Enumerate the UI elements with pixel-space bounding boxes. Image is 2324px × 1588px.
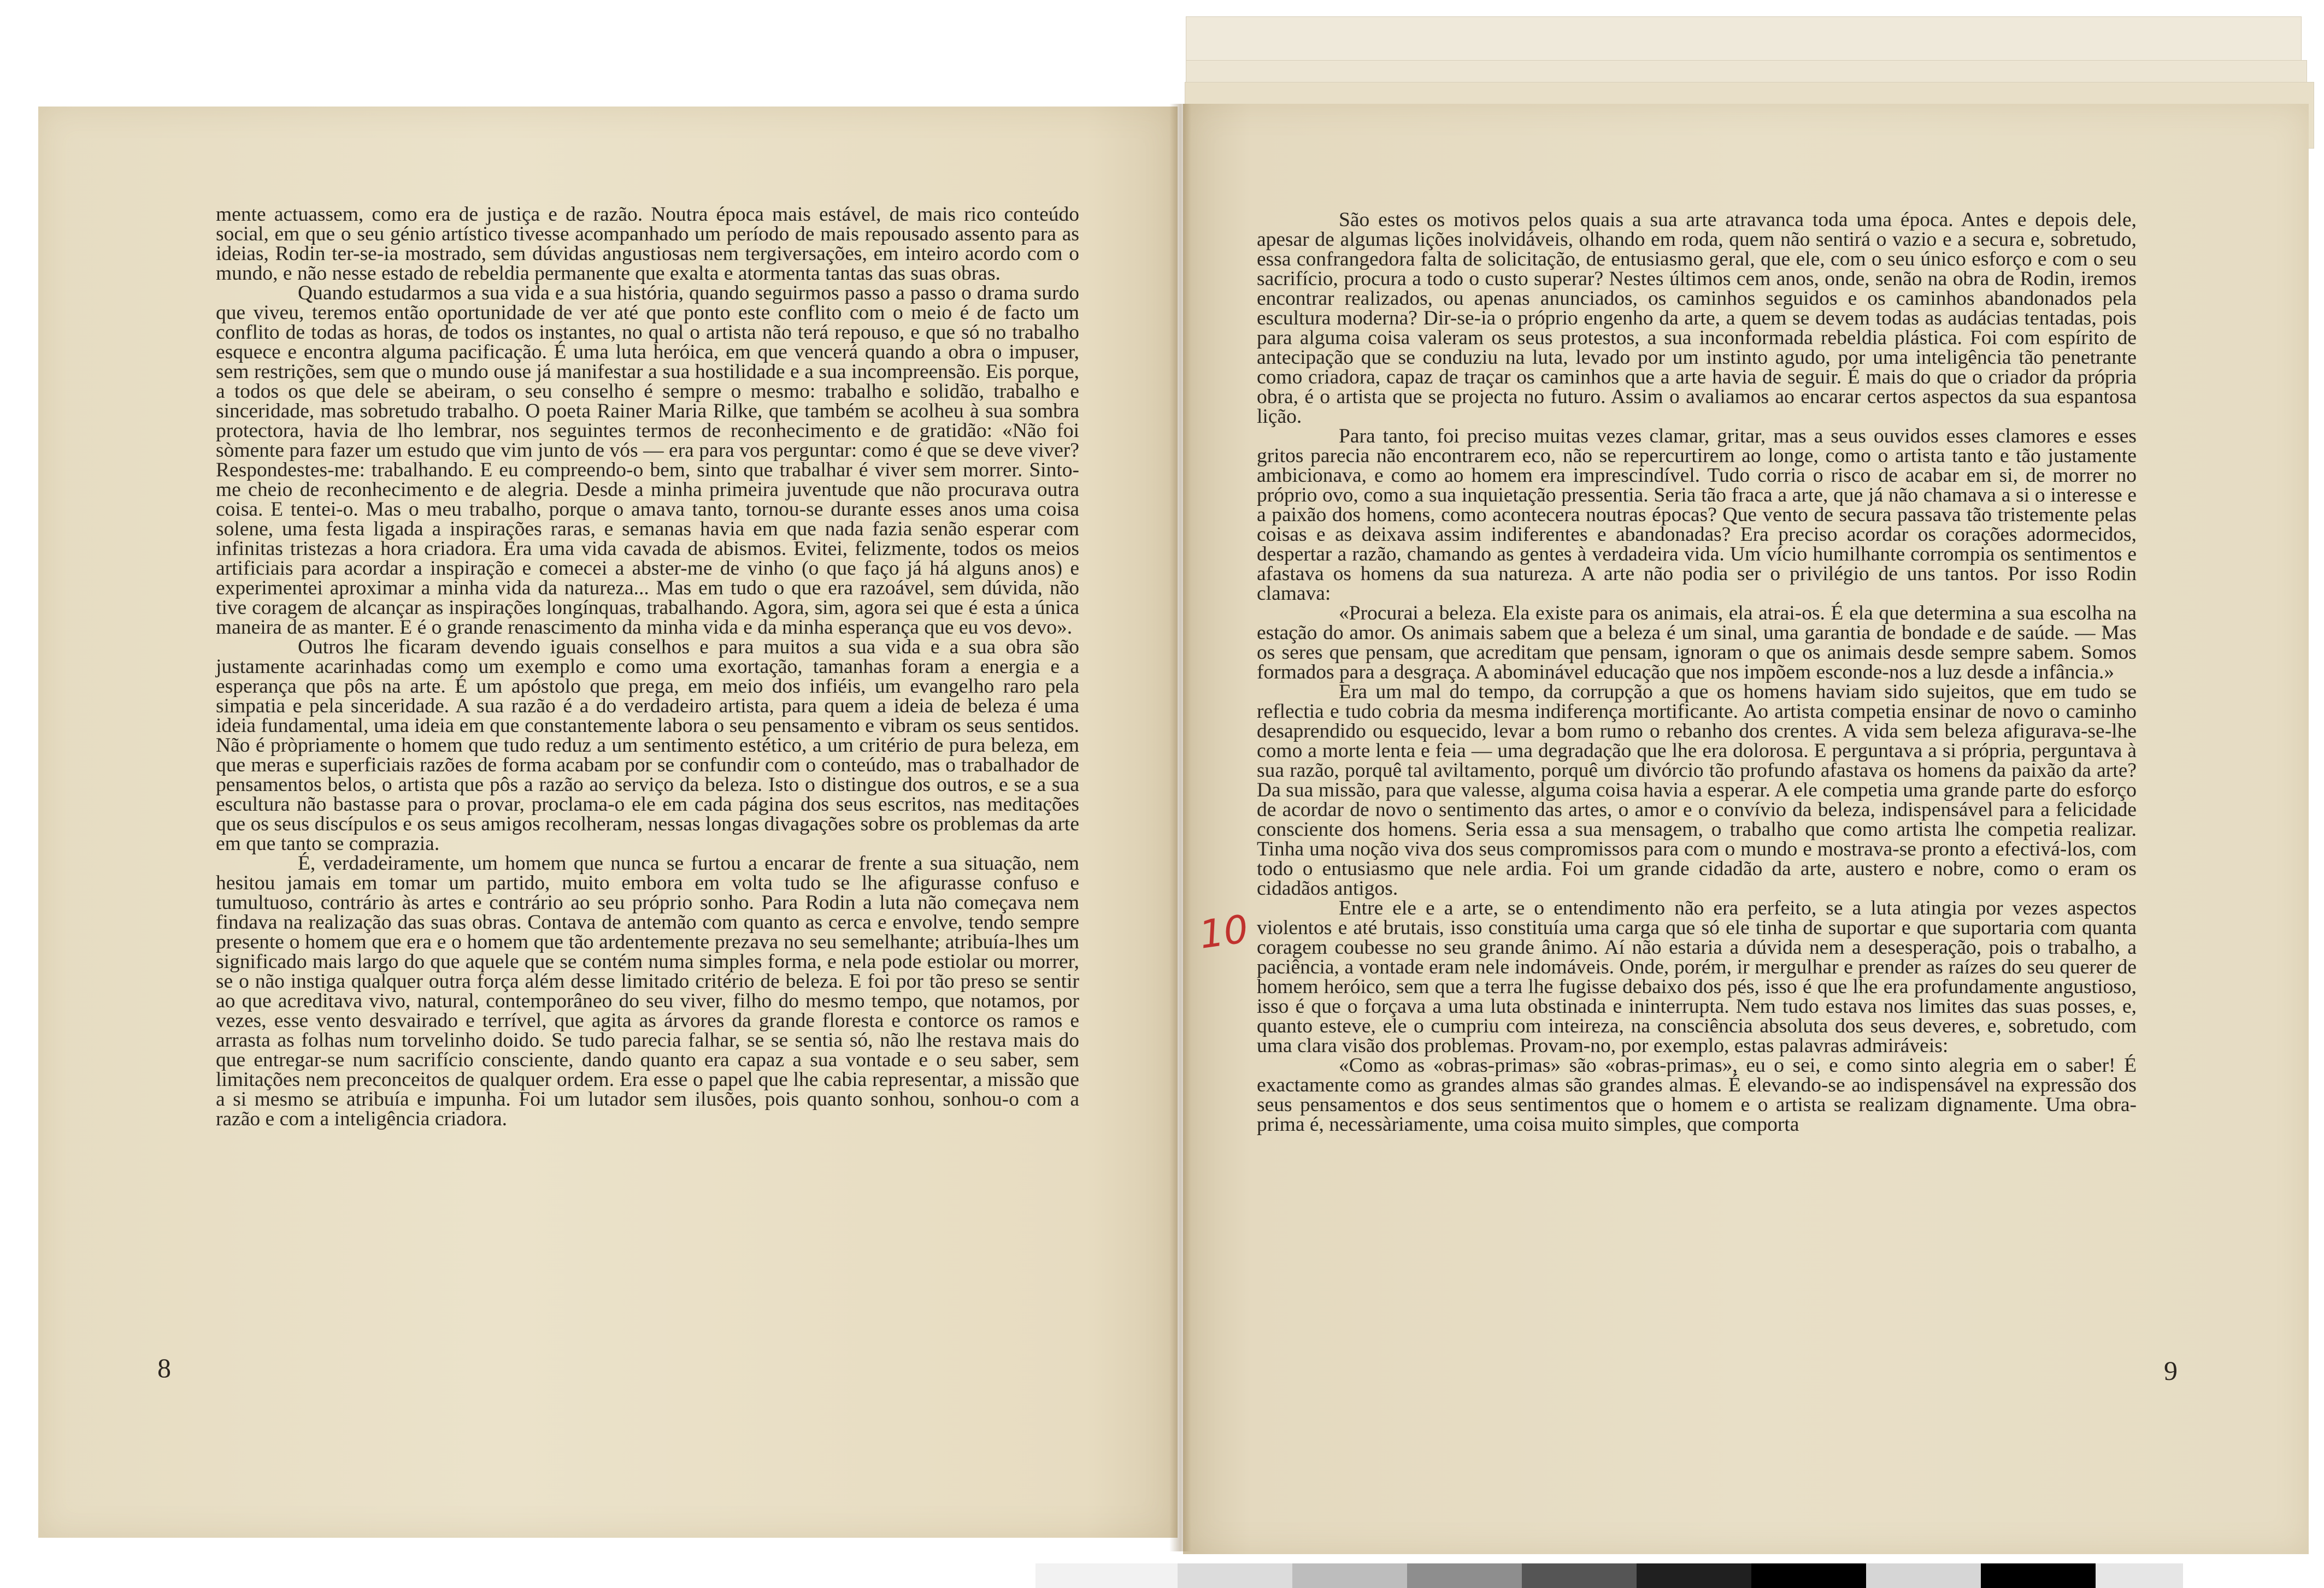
color-bar-swatch — [1981, 1563, 2096, 1588]
color-bar-swatch — [1866, 1563, 1981, 1588]
handwritten-margin-mark: 10 — [1196, 906, 1251, 958]
paragraph: «Procurai a beleza. Ela existe para os animais, ela atrai-os. É ela que determina a sua escolha na estação do amor. Os animais sabem que a beleza é um sinal, uma garantia de bondade e de saúde. — Mas os seres que pensam, que acreditam que pensam, ignoram o que os animais desde sempre sabem. Somos formados para a desgraça. A abominável educação que nos impõem esconde-nos a luz desde a infância.» — [1257, 602, 2137, 683]
color-bar-swatch — [1751, 1563, 1866, 1588]
book-gutter — [1169, 104, 1191, 1551]
color-bar-swatch — [1407, 1563, 1522, 1588]
left-page-number: 8 — [157, 1353, 171, 1383]
color-bar-swatch — [2096, 1563, 2183, 1588]
paragraph: São estes os motivos pelos quais a sua arte atravanca toda uma época. Antes e depois dele, apesar de algumas lições inolvidáveis, olhando em roda, quem não sentirá o vazio e a secura e, sobretudo, essa confrangedora falta de solicitação, de entusiasmo geral, que ele, com o seu único esforço e com o seu sacrifício, procura a todo o custo superar? Nestes últimos cem anos, onde, senão na obra de Rodin, iremos encontrar realizados, ou apenas anunciados, os caminhos seguidos e os caminhos abandonados pela escultura moderna? Dir-se-ia o próprio engenho da arte, a quem se devem todas as audácias tentadas, pois para alguma coisa valeram os seus protestos, a sua inconformada rebeldia plástica. Foi com espírito de antecipação que se conduziu na luta, levado por um instinto agudo, por uma inteligência tão penetrante como criadora, capaz de traçar os caminhos que a arte havia de seguir. É mais do que o criador da própria obra, é o artista que se projecta no futuro. Assim o avaliamos ao encarar certos aspectos da sua espantosa lição. — [1257, 209, 2137, 428]
paragraph: «Como as «obras-primas» são «obras-primas», eu o sei, e como sinto alegria em o saber! É exactamente como as grandes almas são grandes almas. É elevando-se ao indispensável na expressão dos seus pensamentos e dos seus sentimentos que o homem e o artista se realizam dignamente. Uma obra-prima é, necessàriamente, uma coisa muito simples, que comporta — [1257, 1054, 2137, 1136]
paragraph: Para tanto, foi preciso muitas vezes clamar, gritar, mas a seus ouvidos esses clamores e esses gritos parecia não encontrarem eco, não se repercurtirem ao longe, como o artista tanto e tão justamente ambicionava, e como ao homem era imprescindível. Tudo corria o risco de acabar em si, de morrer no próprio ovo, como a sua inquietação pressentia. Seria tão fraca a arte, que já não chamava a si o interesse e a paixão dos homens, como acontecera noutras épocas? Que vento de secura passava tão tristemente pelas coisas e as deixava assim indiferentes e abandonadas? Era preciso acordar os corações adormecidos, despertar a razão, chamando as gentes à verdadeira vida. Um vício humilhante corrompia os sentimentos e afastava os homens da sua natureza. A arte não podia ser o privilégio de uns tantos. Por isso Rodin clamava: — [1257, 425, 2137, 605]
paragraph: Entre ele e a arte, se o entendimento não era perfeito, se a luta atingia por vezes aspectos violentos e até brutais, isso constituía uma carga que só ele tinha de suportar e que suportaria com quanta coragem coubesse no seu grande ânimo. Aí não estaria a dúvida nem a desesperação, pois o trabalho, a paciência, a vontade eram nele indomáveis. Onde, porém, ir mergulhar e prender as raízes do seu querer de homem heróico, sem que a terra lhe fugisse debaixo dos pés, isso é que lhe era profundamente angustioso, isso é que o forçava a uma luta obstinada e ininterrupta. Nem tudo estava nos limites das suas posses, e, quanto esteve, ele o cumpriu com inteireza, na consciência absoluta dos seus deveres, e, sobretudo, com uma clara visão dos problemas. Provam-no, por exemplo, estas palavras admiráveis: — [1257, 897, 2137, 1057]
paragraph: mente actuassem, como era de justiça e de razão. Noutra época mais estável, de mais rico conteúdo social, em que o seu génio artístico tivesse acompanhado um período de mais repousado assento para as ideias, Rodin ter-se-ia mostrado, sem dúvidas angustiosas nem tergiversações, em inteiro acordo com o mundo, e não nesse estado de rebeldia permanente que exalta e atormenta tantas das suas obras. — [216, 203, 1079, 285]
paragraph: Era um mal do tempo, da corrupção a que os homens haviam sido sujeitos, que em tudo se reflectia e tudo cobria da mesma indiferença mortificante. Ao artista competia ensinar de novo o caminho desaprendido ou esquecido, levar a bom rumo o rebanho dos crentes. A vida sem beleza afigurava-se-lhe como a morte lenta e feia — uma degradação que lhe era dolorosa. E perguntava a si própria, perguntava à sua razão, porquê tal aviltamento, porquê um divórcio tão profundo afastava os homens da paixão da arte? Da sua missão, para que valesse, alguma coisa havia a esperar. A ele competia uma grande parte do esforço de acordar de novo o sentimento das artes, o amor e o convívio da beleza, indispensável para a felicidade consciente dos homens. Seria essa a sua mensagem, o trabalho que como artista lhe competia realizar. Tinha uma noção viva dos seus compromissos para com o mundo e mostrava-se pronto a efectivá-los, com todo o entusiasmo que nele ardia. Foi um grande cidadão da arte, austero e nobre, como o eram os cidadãos antigos. — [1257, 681, 2137, 900]
right-page-text — [1257, 210, 2137, 1135]
paragraph: Outros lhe ficaram devendo iguais conselhos e para muitos a sua vida e a sua obra são justamente acarinhadas como um exemplo e como uma exortação, tamanhas foram a energia e a esperança que pôs na arte. É um apóstolo que prega, em meio dos infiéis, um evangelho raro pela simpatia e pela sinceridade. A sua razão é a do verdadeiro artista, para quem a ideia de beleza é uma ideia fundamental, uma ideia em que constantemente labora o seu pensamento e vibram os seus sentidos. Não é pròpriamente o homem que tudo reduz a um sentimento estético, a um critério de pura beleza, em que meras e superficiais razões de forma acabam por se confundir com o conteúdo, mas o trabalhador de pensamentos belos, o artista que pôs a razão ao serviço da beleza. Isto o distingue dos outros, e se a sua escultura não bastasse para o provar, proclama-o ele em cada página dos seus escritos, nas meditações que os seus discípulos e os seus amigos recolheram, nessas longas divagações sobre os problemas da arte em que tanto se comprazia. — [216, 636, 1079, 855]
paragraph: É, verdadeiramente, um homem que nunca se furtou a encarar de frente a sua situação, nem hesitou jamais em tomar um partido, muito embora em volta tudo se lhe afigurasse confuso e tumultuoso, contrário às artes e contrário ao seu próprio sonho. Para Rodin a luta não começava nem findava na realização das suas obras. Contava de antemão com quanto as cerca e envolve, tendo sempre presente o homem que era e o homem que tão ardentemente prezava no seu semelhante; atribuía-lhes um significado mais largo do que aquele que se contém numa simples forma, e nela pode estiolar ou morrer, se o não instiga qualquer outra força além desse limitado critério de beleza. E foi por tão preso se sentir ao que acreditava vivo, natural, contemporâneo do seu viver, filho do mesmo tempo, que notamos, por vezes, esse vento desvairado e terrível, que agita as árvores da grande floresta e contorce os ramos e arrasta as folhas num torvelinho doido. Se tudo parecia falhar, se se sentia só, não lhe restava mais do que entregar-se num sacrifício consciente, dando quanto era capaz a sua vontade e o seu saber, sem limitações nem preconceitos de qualquer ordem. Era esse o papel que lhe cabia representar, a missão que a si mesmo se atribuía e impunha. Foi um lutador sem ilusões, pois quanto sonhou, sonhou-o com a razão e com a inteligência criadora. — [216, 852, 1079, 1130]
color-bar-swatch — [1522, 1563, 1637, 1588]
color-bar-swatch — [1178, 1563, 1292, 1588]
left-page-text — [216, 205, 1079, 1129]
color-bar-swatch — [1637, 1563, 1751, 1588]
right-page-number: 9 — [2164, 1355, 2178, 1386]
color-bar-swatch — [1035, 1563, 1178, 1588]
color-bar-swatch — [1292, 1563, 1407, 1588]
paragraph: Quando estudarmos a sua vida e a sua história, quando seguirmos passo a passo o drama surdo que viveu, teremos então oportunidade de ver até que ponto este conflito com o meio é de facto um conflito de todas as horas, de todos os instantes, no qual o artista não terá repouso, e que só no trabalho esquece e encontra alguma pacificação. É uma luta heróica, em que vencerá quando a obra o impuser, sem restrições, sem que o mundo ouse já manifestar a sua hostilidade e a sua incompreensão. Eis porque, a todos os que dele se abeiram, o seu conselho é sempre o mesmo: trabalho e solidão, trabalho e sinceridade, mas sobretudo trabalho. O poeta Rainer Maria Rilke, que também se acolheu à sua sombra protectora, havia de lho lembrar, nos seguintes termos de reconhecimento e de gratidão: «Não foi sòmente para fazer um estudo que vim junto de vós — era para vos perguntar: como é que se deve viver? Respondestes-me: trabalhando. E eu compreendo-o bem, sinto que trabalhar é viver sem morrer. Sinto-me cheio de reconhecimento e de alegria. Desde a minha primeira juventude que não procurava outra coisa. E tentei-o. Mas o meu trabalho, porque o amava tanto, tornou-se durante esses anos uma coisa solene, uma festa ligada a inspirações raras, e semanas havia em que nada fazia senão esperar com infinitas tristezas a hora criadora. Era uma vida cavada de abismos. Evitei, felizmente, todos os meios artificiais para acordar a inspiração e comecei a abster-me de vinho (o que faço já há alguns anos) e experimentei aproximar a minha vida da natureza... Mas em tudo o que era razoável, sem dúvida, não tive coragem de alcançar as inspirações longínquas, trabalhando. Agora, sim, agora sei que é esta a única maneira de as manter. E é o grande renascimento da minha vida e da minha esperança que eu vos devo». — [216, 282, 1079, 639]
scan-color-calibration-bar — [1035, 1563, 2183, 1588]
